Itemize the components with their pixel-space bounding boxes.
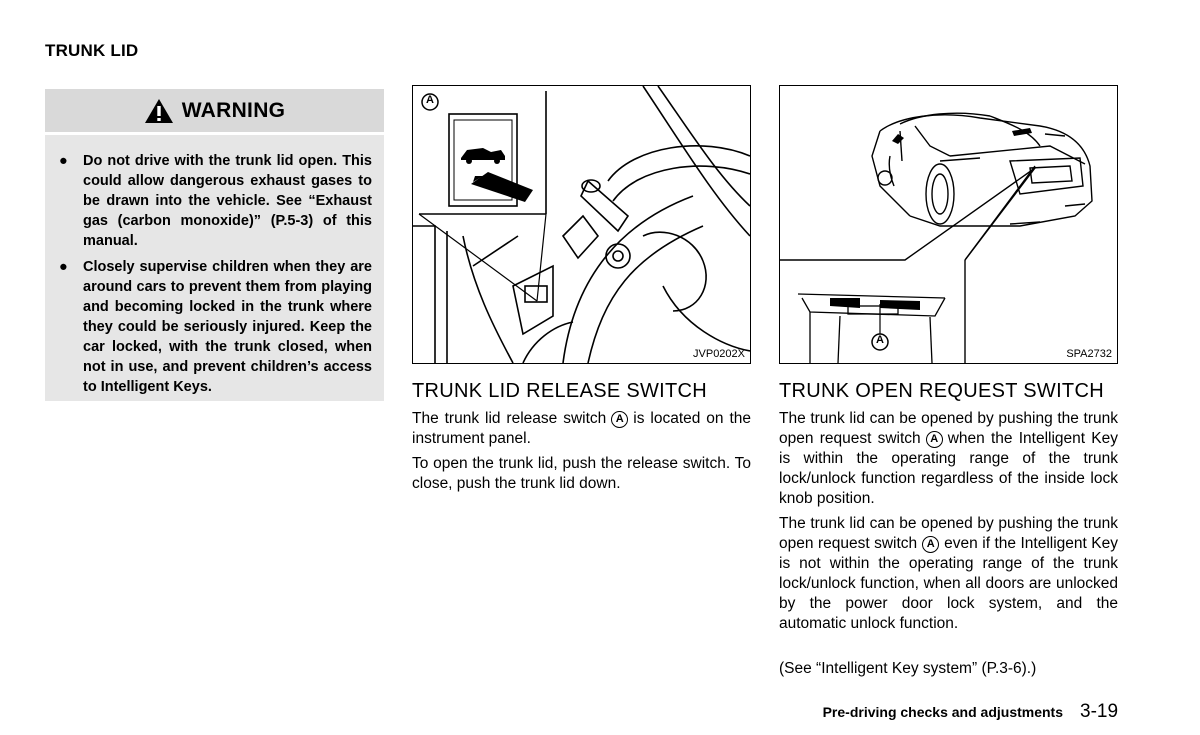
paragraph-text: even if the Intelligent Key is not within the operating range of the trunk lock/unlock function, when all doors are unlocked by the power door lock system, and the automatic unlock function. [779,535,1118,632]
request-paragraph-2 [779,514,1118,634]
paragraph-text: is located on the instrument panel. [412,410,751,447]
figure-code: JVP0202X [693,348,745,360]
footer-section-label: Pre-driving checks and adjustments [822,704,1063,720]
warning-triangle-icon [144,98,174,124]
callout-a-icon: A [926,431,943,448]
release-paragraph-2: To open the trunk lid, push the release switch. To close, push the trunk lid down. [412,455,751,492]
paragraph-text: The trunk lid release switch [412,410,607,427]
warning-item-text: Do not drive with the trunk lid open. This could allow dangerous exhaust gases to be drawn into the vehicle. See “Exhaust gas (carbon monoxide)” (P.5-3) of this manual. [83,153,372,249]
warning-item-text: Closely supervise children when they are around cars to prevent them from playing and becoming locked in the trunk where they could be seriously injured. Keep the car locked, with the trunk closed, when not in use, and prevent children’s access to Intelligent Keys. [83,259,372,395]
figure-code: SPA2732 [1066,348,1112,360]
open-request-illustration [780,86,1117,363]
page-number: 3-19 [1080,701,1119,722]
request-paragraph-1 [779,409,1118,509]
paragraph-text: when the Intelligent Key is within the operating range of the trunk lock/unlock function regardless of the inside lock knob position. [779,430,1118,507]
page-header: TRUNK LID [45,41,139,60]
callout-label: A [426,94,434,106]
warning-box [45,89,384,401]
warning-title: WARNING [181,98,286,122]
paragraph-text: The trunk lid can be opened by pushing the trunk open request switch [779,410,1118,447]
release-section-title: TRUNK LID RELEASE SWITCH [412,380,708,402]
request-paragraph-3: (See “Intelligent Key system” (P.3-6).) [779,660,1037,677]
callout-a-icon: A [611,411,628,428]
warning-list [59,151,372,403]
callout-label: A [876,334,884,346]
paragraph-text: The trunk lid can be opened by pushing the trunk open request switch [779,515,1118,552]
bullet-icon: ● [59,259,68,275]
request-section-title: TRUNK OPEN REQUEST SWITCH [779,380,1104,402]
release-switch-figure [412,85,751,364]
release-switch-illustration [413,86,750,363]
callout-a-icon: A [922,536,939,553]
warning-divider [45,132,384,135]
warning-header [45,89,384,132]
release-paragraph-1 [412,409,751,449]
open-request-figure [779,85,1118,364]
warning-item [59,151,372,251]
bullet-icon: ● [59,153,68,169]
warning-item [59,257,372,397]
